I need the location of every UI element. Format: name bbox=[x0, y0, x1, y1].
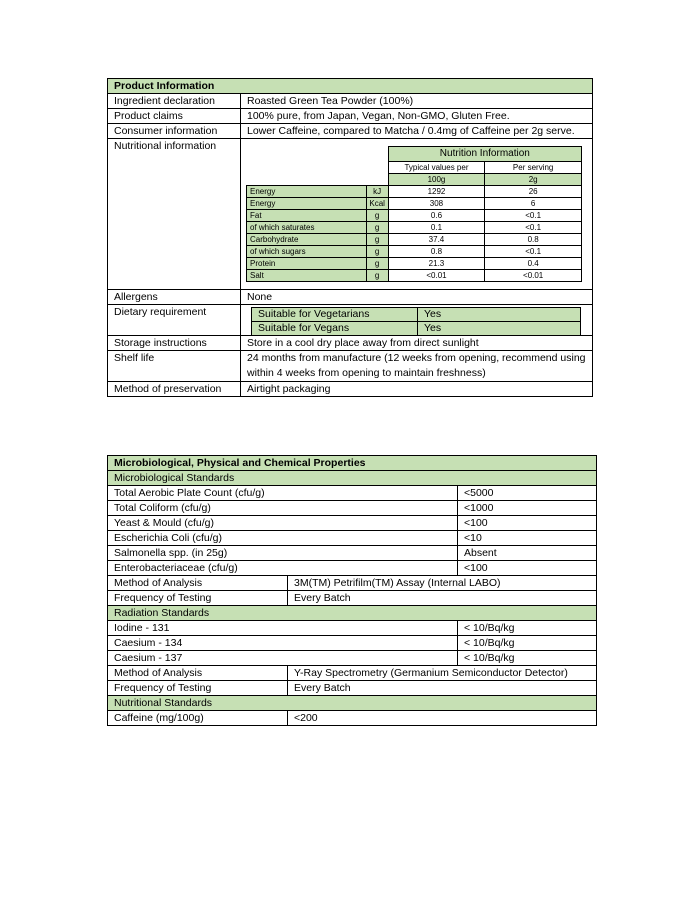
table-row bbox=[108, 546, 597, 561]
table-row bbox=[108, 382, 593, 397]
table-row bbox=[108, 290, 593, 305]
nutrition-row bbox=[247, 186, 582, 198]
standard-value: Absent bbox=[458, 546, 597, 561]
table-row bbox=[108, 516, 597, 531]
radiation-standards-body bbox=[108, 621, 597, 666]
nutritional-standards-heading: Nutritional Standards bbox=[108, 696, 597, 711]
nutrient-per100: 1292 bbox=[388, 186, 485, 198]
nutritional-label: Nutritional information bbox=[108, 139, 241, 290]
nutrient-name: of which sugars bbox=[247, 246, 367, 258]
nutrient-name: Salt bbox=[247, 270, 367, 282]
nutrient-unit: g bbox=[366, 210, 388, 222]
nutritional-section-row bbox=[108, 696, 597, 711]
table-row bbox=[108, 681, 597, 696]
nutrient-per100: 0.8 bbox=[388, 246, 485, 258]
table-row bbox=[108, 94, 593, 109]
nutrition-blank bbox=[247, 174, 389, 186]
standard-value: <100 bbox=[458, 561, 597, 576]
table-row bbox=[108, 711, 597, 726]
nutrition-table bbox=[246, 146, 582, 282]
nutrient-per100: 37.4 bbox=[388, 234, 485, 246]
standard-label: Iodine - 131 bbox=[108, 621, 458, 636]
col-serving-sub: 2g bbox=[485, 174, 582, 186]
nutrition-row bbox=[247, 222, 582, 234]
product-information-table bbox=[107, 78, 593, 397]
shelf-life-label: Shelf life bbox=[108, 351, 241, 382]
radiation-frequency-label: Frequency of Testing bbox=[108, 681, 288, 696]
radiation-frequency-value: Every Batch bbox=[288, 681, 597, 696]
nutrient-per100: <0.01 bbox=[388, 270, 485, 282]
standard-label: Enterobacteriaceae (cfu/g) bbox=[108, 561, 458, 576]
radiation-standards-heading: Radiation Standards bbox=[108, 606, 597, 621]
storage-label: Storage instructions bbox=[108, 336, 241, 351]
dietary-table bbox=[251, 307, 581, 336]
nutrient-per100: 0.1 bbox=[388, 222, 485, 234]
micro-section-row bbox=[108, 471, 597, 486]
dietary-item-label: Suitable for Vegetarians bbox=[252, 308, 418, 322]
preservation-value: Airtight packaging bbox=[241, 382, 593, 397]
table-row bbox=[108, 486, 597, 501]
consumer-value: Lower Caffeine, compared to Matcha / 0.4mg of Caffeine per 2g serve. bbox=[241, 124, 593, 139]
nutrient-name: Energy bbox=[247, 186, 367, 198]
standard-label: Total Aerobic Plate Count (cfu/g) bbox=[108, 486, 458, 501]
table-row bbox=[108, 501, 597, 516]
table-row bbox=[108, 576, 597, 591]
standard-label: Total Coliform (cfu/g) bbox=[108, 501, 458, 516]
nutrition-title-row bbox=[247, 147, 582, 162]
table-row bbox=[108, 591, 597, 606]
preservation-label: Method of preservation bbox=[108, 382, 241, 397]
dietary-item-label: Suitable for Vegans bbox=[252, 322, 418, 336]
table-row bbox=[108, 621, 597, 636]
table-row bbox=[252, 322, 581, 336]
storage-value: Store in a cool dry place away from direct sunlight bbox=[241, 336, 593, 351]
nutrient-serving: 0.4 bbox=[485, 258, 582, 270]
table-row bbox=[108, 561, 597, 576]
dietary-item-value: Yes bbox=[418, 308, 581, 322]
nutrient-serving: <0.1 bbox=[485, 246, 582, 258]
claims-value: 100% pure, from Japan, Vegan, Non-GMO, Gluten Free. bbox=[241, 109, 593, 124]
table-row bbox=[108, 636, 597, 651]
standard-label: Caesium - 137 bbox=[108, 651, 458, 666]
dietary-label: Dietary requirement bbox=[108, 305, 241, 336]
nutrient-unit: g bbox=[366, 234, 388, 246]
consumer-label: Consumer information bbox=[108, 124, 241, 139]
nutrient-serving: <0.01 bbox=[485, 270, 582, 282]
standard-value: < 10/Bq/kg bbox=[458, 651, 597, 666]
micro-method-label: Method of Analysis bbox=[108, 576, 288, 591]
nutrition-header-row bbox=[247, 162, 582, 174]
nutrition-row bbox=[247, 258, 582, 270]
nutrient-per100: 308 bbox=[388, 198, 485, 210]
dietary-item-value: Yes bbox=[418, 322, 581, 336]
standard-value: <100 bbox=[458, 516, 597, 531]
table-row bbox=[108, 124, 593, 139]
caffeine-value: <200 bbox=[288, 711, 597, 726]
nutrient-name: Carbohydrate bbox=[247, 234, 367, 246]
table-row bbox=[108, 139, 593, 290]
nutrient-name: Protein bbox=[247, 258, 367, 270]
caffeine-label: Caffeine (mg/100g) bbox=[108, 711, 288, 726]
nutrient-name: of which saturates bbox=[247, 222, 367, 234]
nutrient-unit: g bbox=[366, 222, 388, 234]
nutrient-name: Energy bbox=[247, 198, 367, 210]
nutrient-unit: g bbox=[366, 246, 388, 258]
micro-frequency-value: Every Batch bbox=[288, 591, 597, 606]
nutrient-per100: 21.3 bbox=[388, 258, 485, 270]
table-row bbox=[108, 305, 593, 336]
standard-value: <5000 bbox=[458, 486, 597, 501]
ingredient-label: Ingredient declaration bbox=[108, 94, 241, 109]
nutrient-unit: g bbox=[366, 258, 388, 270]
standard-value: < 10/Bq/kg bbox=[458, 621, 597, 636]
table-row bbox=[252, 308, 581, 322]
nutrient-unit: g bbox=[366, 270, 388, 282]
nutrition-subheader-row bbox=[247, 174, 582, 186]
nutritional-value-cell bbox=[241, 139, 593, 290]
standard-label: Caesium - 134 bbox=[108, 636, 458, 651]
claims-label: Product claims bbox=[108, 109, 241, 124]
standard-label: Salmonella spp. (in 25g) bbox=[108, 546, 458, 561]
product-information-header: Product Information bbox=[108, 79, 593, 94]
shelf-life-value: 24 months from manufacture (12 weeks from opening, recommend using within 4 weeks from opening to maintain freshness) bbox=[241, 351, 593, 382]
standard-value: <10 bbox=[458, 531, 597, 546]
standard-value: <1000 bbox=[458, 501, 597, 516]
standard-label: Yeast & Mould (cfu/g) bbox=[108, 516, 458, 531]
nutrition-row bbox=[247, 210, 582, 222]
standard-value: < 10/Bq/kg bbox=[458, 636, 597, 651]
nutrient-serving: 6 bbox=[485, 198, 582, 210]
nutrient-serving: <0.1 bbox=[485, 210, 582, 222]
micro-header: Microbiological, Physical and Chemical Properties bbox=[108, 456, 597, 471]
micro-standards-heading: Microbiological Standards bbox=[108, 471, 597, 486]
nutrition-row bbox=[247, 246, 582, 258]
radiation-method-label: Method of Analysis bbox=[108, 666, 288, 681]
nutrition-row bbox=[247, 270, 582, 282]
radiation-method-value: Y-Ray Spectrometry (Germanium Semiconductor Detector) bbox=[288, 666, 597, 681]
dietary-value-cell bbox=[241, 305, 593, 336]
table-row bbox=[108, 531, 597, 546]
nutrient-unit: kJ bbox=[366, 186, 388, 198]
nutrition-blank bbox=[247, 162, 389, 174]
nutrition-blank bbox=[247, 147, 389, 162]
nutrient-name: Fat bbox=[247, 210, 367, 222]
nutrition-title: Nutrition Information bbox=[388, 147, 581, 162]
col-typical-header: Typical values per bbox=[388, 162, 485, 174]
microbiological-properties-table bbox=[107, 455, 597, 726]
micro-method-value: 3M(TM) Petrifilm(TM) Assay (Internal LABO) bbox=[288, 576, 597, 591]
nutrition-body bbox=[247, 186, 582, 282]
standard-label: Escherichia Coli (cfu/g) bbox=[108, 531, 458, 546]
table-row bbox=[108, 666, 597, 681]
allergens-value: None bbox=[241, 290, 593, 305]
product-information-header-row bbox=[108, 79, 593, 94]
table-row bbox=[108, 351, 593, 382]
micro-header-row bbox=[108, 456, 597, 471]
col-typical-sub: 100g bbox=[388, 174, 485, 186]
nutrient-per100: 0.6 bbox=[388, 210, 485, 222]
radiation-section-row bbox=[108, 606, 597, 621]
col-serving-header: Per serving bbox=[485, 162, 582, 174]
nutrient-serving: 0.8 bbox=[485, 234, 582, 246]
nutrient-unit: Kcal bbox=[366, 198, 388, 210]
table-row bbox=[108, 336, 593, 351]
micro-frequency-label: Frequency of Testing bbox=[108, 591, 288, 606]
nutrient-serving: 26 bbox=[485, 186, 582, 198]
ingredient-value: Roasted Green Tea Powder (100%) bbox=[241, 94, 593, 109]
nutrition-row bbox=[247, 234, 582, 246]
table-row bbox=[108, 109, 593, 124]
micro-standards-body bbox=[108, 486, 597, 576]
nutrient-serving: <0.1 bbox=[485, 222, 582, 234]
allergens-label: Allergens bbox=[108, 290, 241, 305]
nutrition-row bbox=[247, 198, 582, 210]
table-row bbox=[108, 651, 597, 666]
